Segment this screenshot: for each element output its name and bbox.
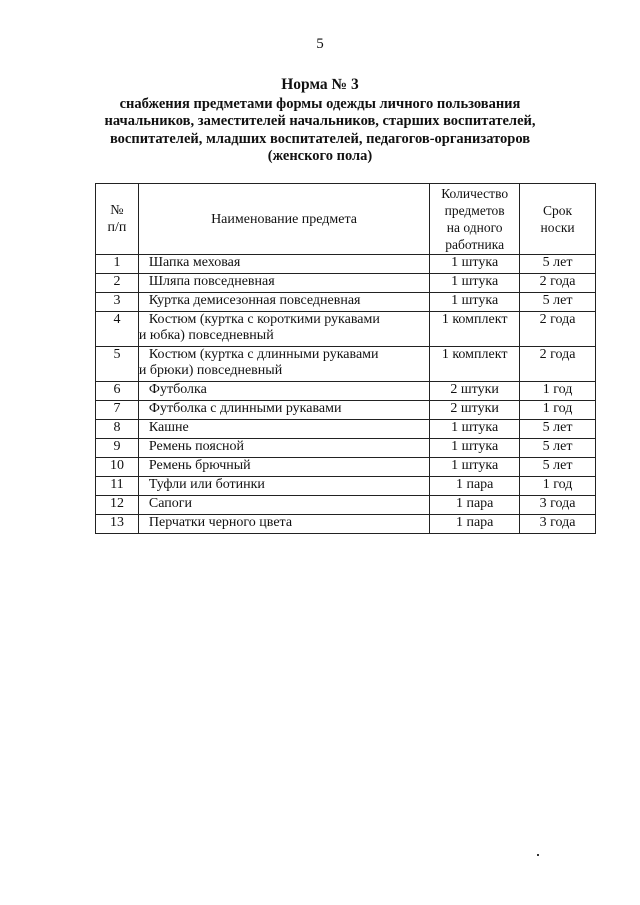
title-line: снабжения предметами формы одежды личного пользования (119, 95, 521, 112)
item-wear-period: 5 лет (520, 420, 596, 439)
item-quantity: 1 пара (430, 515, 520, 534)
item-name (138, 347, 429, 382)
item-wear-period: 1 год (520, 401, 596, 420)
item-name-line: и брюки) повседневный (138, 363, 283, 378)
table-row (96, 477, 596, 496)
item-name (138, 274, 429, 293)
row-number: 11 (96, 477, 139, 496)
item-name (138, 515, 429, 534)
item-quantity: 2 штуки (430, 401, 520, 420)
row-number: 2 (96, 274, 139, 293)
item-name-line: Ремень брючный (148, 458, 251, 473)
document-title (60, 76, 580, 166)
item-quantity: 1 штука (430, 255, 520, 274)
item-wear-period: 3 года (520, 515, 596, 534)
item-wear-period: 5 лет (520, 439, 596, 458)
title-line: начальников, заместителей начальников, старших воспитателей, (104, 113, 536, 129)
row-number: 9 (96, 439, 139, 458)
item-wear-period: 1 год (520, 477, 596, 496)
row-number: 7 (96, 401, 139, 420)
title-line: воспитателей, младших воспитателей, педагогов-организаторов (109, 130, 531, 147)
item-wear-period: 1 год (520, 382, 596, 401)
item-name-line: Куртка демисезонная повседневная (148, 293, 361, 308)
table-row (96, 420, 596, 439)
item-name-line: Шапка меховая (148, 255, 241, 270)
item-wear-period: 5 лет (520, 293, 596, 312)
item-name (138, 420, 429, 439)
item-name-line: Сапоги (148, 496, 192, 511)
header-item-name: Наименование предмета (138, 184, 429, 255)
item-wear-period: 3 года (520, 496, 596, 515)
row-number: 4 (96, 312, 139, 347)
item-quantity: 1 штука (430, 420, 520, 439)
table-row (96, 255, 596, 274)
item-quantity: 2 штуки (430, 382, 520, 401)
row-number: 10 (96, 458, 139, 477)
page-number: 5 (316, 36, 324, 52)
row-number: 3 (96, 293, 139, 312)
table-row (96, 458, 596, 477)
item-quantity: 1 штука (430, 293, 520, 312)
row-number: 6 (96, 382, 139, 401)
item-name (138, 458, 429, 477)
table-row (96, 274, 596, 293)
table-row (96, 312, 596, 347)
item-wear-period: 5 лет (520, 255, 596, 274)
item-name-line: Футболка (148, 382, 207, 397)
item-wear-period: 5 лет (520, 458, 596, 477)
norm-title: Норма № 3 (281, 76, 359, 93)
item-quantity: 1 штука (430, 458, 520, 477)
table-header-row (96, 184, 596, 255)
item-name-line: Футболка с длинными рукавами (148, 401, 342, 416)
item-quantity: 1 штука (430, 274, 520, 293)
row-number: 1 (96, 255, 139, 274)
table-row (96, 347, 596, 382)
table-row (96, 496, 596, 515)
row-number: 13 (96, 515, 139, 534)
row-number: 12 (96, 496, 139, 515)
table-row (96, 382, 596, 401)
header-number: № п/п (96, 184, 139, 255)
item-name-line: Туфли или ботинки (148, 477, 265, 492)
item-name-line: Перчатки черного цвета (148, 515, 293, 530)
item-name (138, 293, 429, 312)
item-quantity: 1 штука (430, 439, 520, 458)
item-wear-period: 2 года (520, 312, 596, 347)
item-wear-period: 2 года (520, 274, 596, 293)
table-row (96, 439, 596, 458)
item-name-line: Ремень поясной (148, 439, 245, 454)
header-wear-period: Срок носки (520, 184, 596, 255)
scan-speck (537, 854, 539, 856)
item-quantity: 1 пара (430, 496, 520, 515)
title-line: (женского пола) (267, 148, 373, 164)
item-name (138, 382, 429, 401)
item-name-line: Костюм (куртка с длинными рукавами (148, 347, 379, 362)
item-quantity: 1 комплект (430, 347, 520, 382)
item-name-line: Костюм (куртка с короткими рукавами (148, 312, 380, 327)
table-row (96, 293, 596, 312)
item-name (138, 312, 429, 347)
header-quantity: Количество предметов на одного работника (430, 184, 520, 255)
item-name (138, 439, 429, 458)
table-row (96, 515, 596, 534)
item-quantity: 1 комплект (430, 312, 520, 347)
item-name (138, 255, 429, 274)
item-name (138, 477, 429, 496)
item-name-line: Кашне (148, 420, 189, 435)
item-name (138, 401, 429, 420)
item-name-line: и юбка) повседневный (138, 328, 274, 343)
item-wear-period: 2 года (520, 347, 596, 382)
item-quantity: 1 пара (430, 477, 520, 496)
norm-table (95, 183, 596, 534)
item-name-line: Шляпа повседневная (148, 274, 275, 289)
row-number: 8 (96, 420, 139, 439)
row-number: 5 (96, 347, 139, 382)
item-name (138, 496, 429, 515)
table-row (96, 401, 596, 420)
